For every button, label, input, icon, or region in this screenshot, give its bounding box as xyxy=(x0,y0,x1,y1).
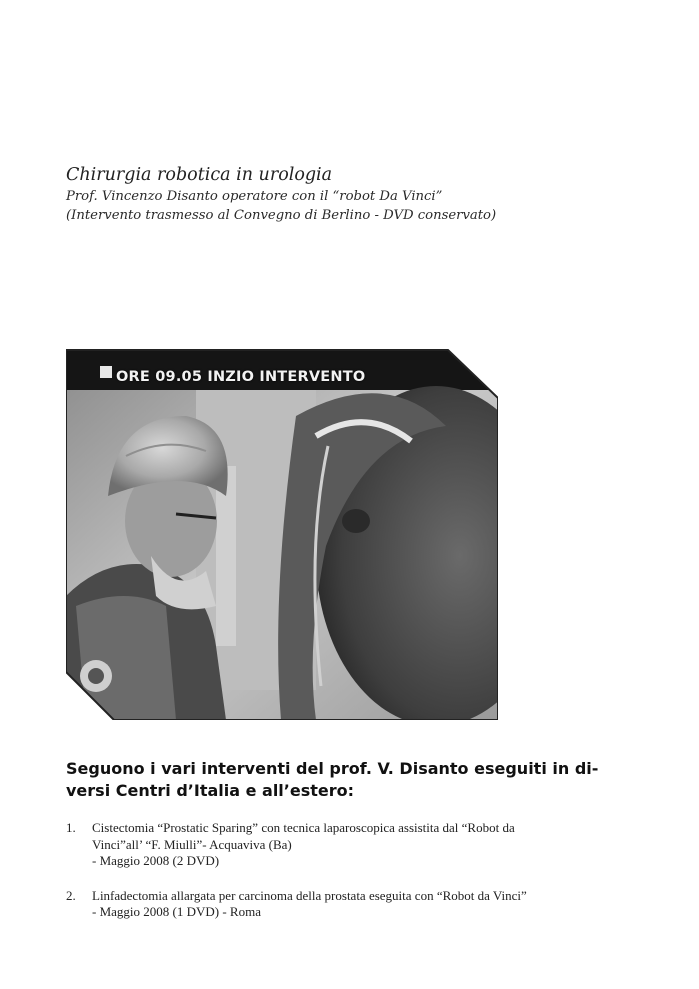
list-item-number: 1. xyxy=(66,820,76,835)
section-heading xyxy=(66,758,626,802)
list-item-line: - Maggio 2008 (1 DVD) - Roma xyxy=(92,904,261,919)
caption-line-1: Prof. Vincenzo Disanto operatore con il “robot Da Vinci” xyxy=(66,189,443,204)
caption-title: Chirurgia robotica in urologia xyxy=(66,165,333,185)
surgery-photo-image xyxy=(66,346,498,720)
list-item-number: 2. xyxy=(66,887,76,903)
list-item-line: Vinci”all’ “F. Miulli”- Acquaviva (Ba) xyxy=(92,836,292,852)
photo-caption xyxy=(66,163,666,225)
section-heading-line-1: Seguono i vari interventi del prof. V. Disanto eseguiti in di- xyxy=(66,759,599,778)
list-item xyxy=(66,820,666,870)
photo-banner-text: ORE 09.05 INZIO INTERVENTO xyxy=(116,369,366,385)
interventions-list xyxy=(66,820,666,939)
caption-line-2: (Intervento trasmesso al Convegno di Berlino - DVD conservato) xyxy=(66,208,497,223)
surgery-photo xyxy=(66,346,498,720)
list-item-line: Cistectomia “Prostatic Sparing” con tecnica laparoscopica assistita dal “Robot da xyxy=(92,820,515,835)
section-heading-line-2: versi Centri d’Italia e all’estero: xyxy=(66,781,355,800)
list-item-line: - Maggio 2008 (2 DVD) xyxy=(92,853,220,868)
list-item xyxy=(66,888,666,921)
list-item-line: Linfadectomia allargata per carcinoma della prostata eseguita con “Robot da Vinci” xyxy=(92,887,527,903)
